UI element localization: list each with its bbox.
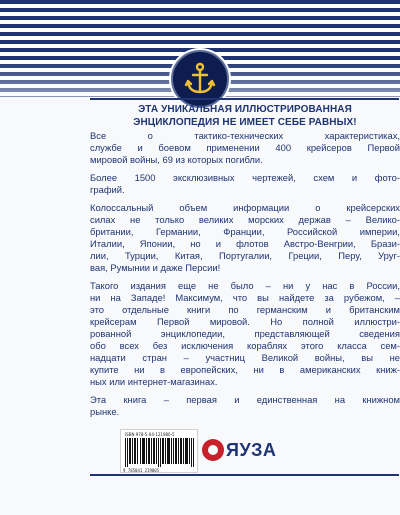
isbn-barcode — [120, 429, 198, 473]
text-line: лии, Турции, Китая, Португалии, Греции, Перу, Уруг- — [90, 250, 400, 261]
text-line: британии, Германии, Франции, Российской империи, — [90, 226, 400, 237]
text-line: крейсерам Первой мировой. Но полной иллюстри- — [90, 316, 400, 327]
text-line: надцати стран – участниц Великой войны, вы не — [90, 352, 400, 363]
text-line: обо всех без исключения кораблях этого класса сем- — [90, 340, 400, 351]
cover-headline — [90, 103, 400, 129]
text-line: силах не только великих морских держав – Велико- — [90, 214, 400, 225]
text-line: вая, Румынии и даже Персии! — [90, 262, 221, 273]
headline-line: ЭНЦИКЛОПЕДИЯ НЕ ИМЕЕТ СЕБЕ РАВНЫХ! — [133, 117, 357, 128]
cover-body — [90, 130, 400, 424]
publisher-logo — [202, 438, 277, 462]
text-line: ных или интернет-магазинах. — [90, 376, 218, 387]
top-divider — [90, 98, 399, 100]
text-line: купите ни в европейских, ни в американских книж- — [90, 364, 400, 375]
paragraph-illustrations — [90, 172, 400, 196]
paragraph-navies — [90, 202, 400, 274]
text-line: Все о тактико-технических характеристиках, — [90, 130, 400, 141]
text-line: ни на Западе! Максимум, что вы найдете за рубежом, – — [90, 292, 400, 303]
paragraph-first-book — [90, 394, 400, 418]
eksmo-circle-icon — [202, 439, 224, 461]
text-line: Колоссальный объем информации о крейсерских — [90, 202, 400, 213]
barcode-bars — [125, 438, 195, 467]
text-line: это отдельные книги по германским и британским — [90, 304, 400, 315]
paragraph-uniqueness — [90, 280, 400, 388]
barcode-digits: 9 785041 219805 — [123, 468, 160, 473]
text-line: Италии, Японии, но и флотов Австро-Венгрии, Брази- — [90, 238, 400, 249]
text-line: службе и боевом применении 400 крейсеров Первой — [90, 142, 400, 153]
text-line: Более 1500 эксклюзивных чертежей, схем и фото- — [90, 172, 400, 183]
paragraph-specs — [90, 130, 400, 166]
text-line: мировой войны, 69 из которых погибли. — [90, 154, 263, 165]
anchor-icon — [182, 61, 218, 97]
text-line: рованной энциклопедии, представляющей сведения — [90, 328, 400, 339]
text-line: Такого издания еще не было – ни у нас в России, — [90, 280, 400, 291]
bottom-divider — [90, 474, 399, 476]
text-line: рынке. — [90, 406, 120, 417]
isbn-label: ISBN 978-5-04-121980-5 — [125, 432, 175, 437]
text-line: Эта книга – первая и единственная на книжном — [90, 394, 400, 405]
headline-line: ЭТА УНИКАЛЬНАЯ ИЛЛЮСТРИРОВАННАЯ — [138, 104, 352, 115]
publisher-name: ЯУЗА — [226, 440, 277, 460]
text-line: графий. — [90, 184, 125, 195]
